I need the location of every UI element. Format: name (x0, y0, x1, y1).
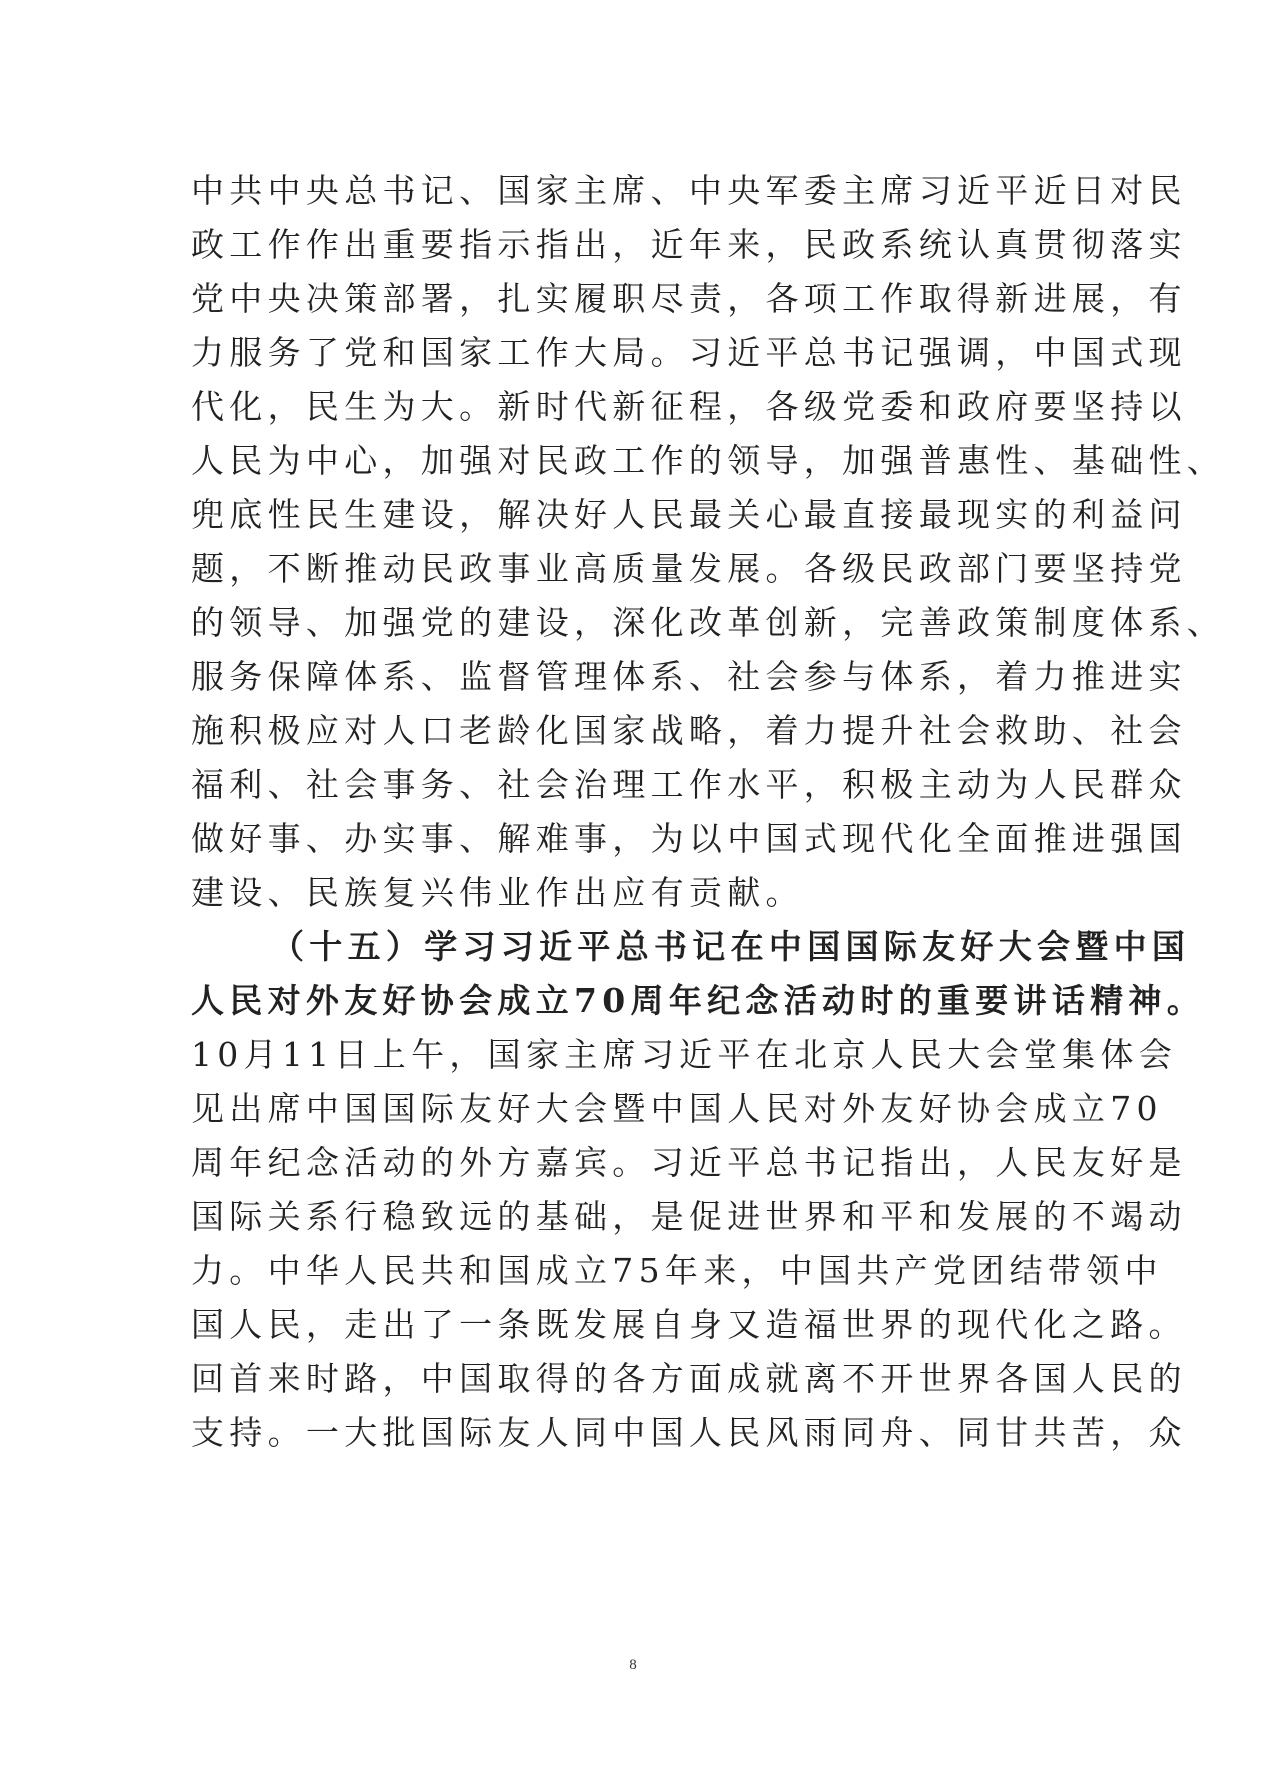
text-line: 回首来时路，中国取得的各方面成就离不开世界各国人民的 (191, 1359, 1187, 1398)
text-line: 建设、民族复兴伟业作出应有贡献。 (191, 873, 804, 912)
body-text (191, 164, 1226, 1460)
text-line: 力。中华人民共和国成立75年来，中国共产党团结带领中 (191, 1251, 1163, 1290)
page-number: 8 (629, 1657, 637, 1673)
text-line: 兜底性民生建设，解决好人民最关心最直接最现实的利益问 (191, 495, 1187, 534)
text-line: 施积极应对人口老龄化国家战略，着力提升社会救助、社会 (191, 711, 1187, 750)
text-line: 的领导、加强党的建设，深化改革创新，完善政策制度体系、 (191, 603, 1226, 642)
text-line: 国人民，走出了一条既发展自身又造福世界的现代化之路。 (191, 1305, 1187, 1344)
text-line: 政工作作出重要指示指出，近年来，民政系统认真贯彻落实 (191, 225, 1187, 264)
text-line: 党中央决策部署，扎实履职尽责，各项工作取得新进展，有 (191, 279, 1187, 318)
section-15 (191, 920, 1206, 1460)
text-line: 国际关系行稳致远的基础，是促进世界和平和发展的不竭动 (191, 1197, 1187, 1236)
section-heading: （十五）学习习近平总书记在中国国际友好大会暨中国 (271, 927, 1191, 966)
text-line: 10月11日上午，国家主席习近平在北京人民大会堂集体会 (191, 1035, 1178, 1074)
text-line: 支持。一大批国际友人同中国人民风雨同舟、同甘共苦，众 (191, 1413, 1187, 1452)
text-line: 题，不断推动民政事业高质量发展。各级民政部门要坚持党 (191, 549, 1187, 588)
text-line: 人民为中心，加强对民政工作的领导，加强普惠性、基础性、 (191, 441, 1226, 480)
text-line: 周年纪念活动的外方嘉宾。习近平总书记指出，人民友好是 (191, 1143, 1187, 1182)
text-line: 服务保障体系、监督管理体系、社会参与体系，着力推进实 (191, 657, 1187, 696)
section-heading-continued: 人民对外友好协会成立70周年纪念活动时的重要讲话精神。 (191, 981, 1206, 1020)
text-line: 力服务了党和国家工作大局。习近平总书记强调，中国式现 (191, 333, 1187, 372)
text-line: 做好事、办实事、解难事，为以中国式现代化全面推进强国 (191, 819, 1187, 858)
text-line: 中共中央总书记、国家主席、中央军委主席习近平近日对民 (191, 171, 1187, 210)
text-line: 见出席中国国际友好大会暨中国人民对外友好协会成立70 (191, 1089, 1163, 1128)
paragraph-1 (191, 164, 1226, 920)
text-line: 福利、社会事务、社会治理工作水平，积极主动为人民群众 (191, 765, 1187, 804)
text-line: 代化，民生为大。新时代新征程，各级党委和政府要坚持以 (191, 387, 1187, 426)
